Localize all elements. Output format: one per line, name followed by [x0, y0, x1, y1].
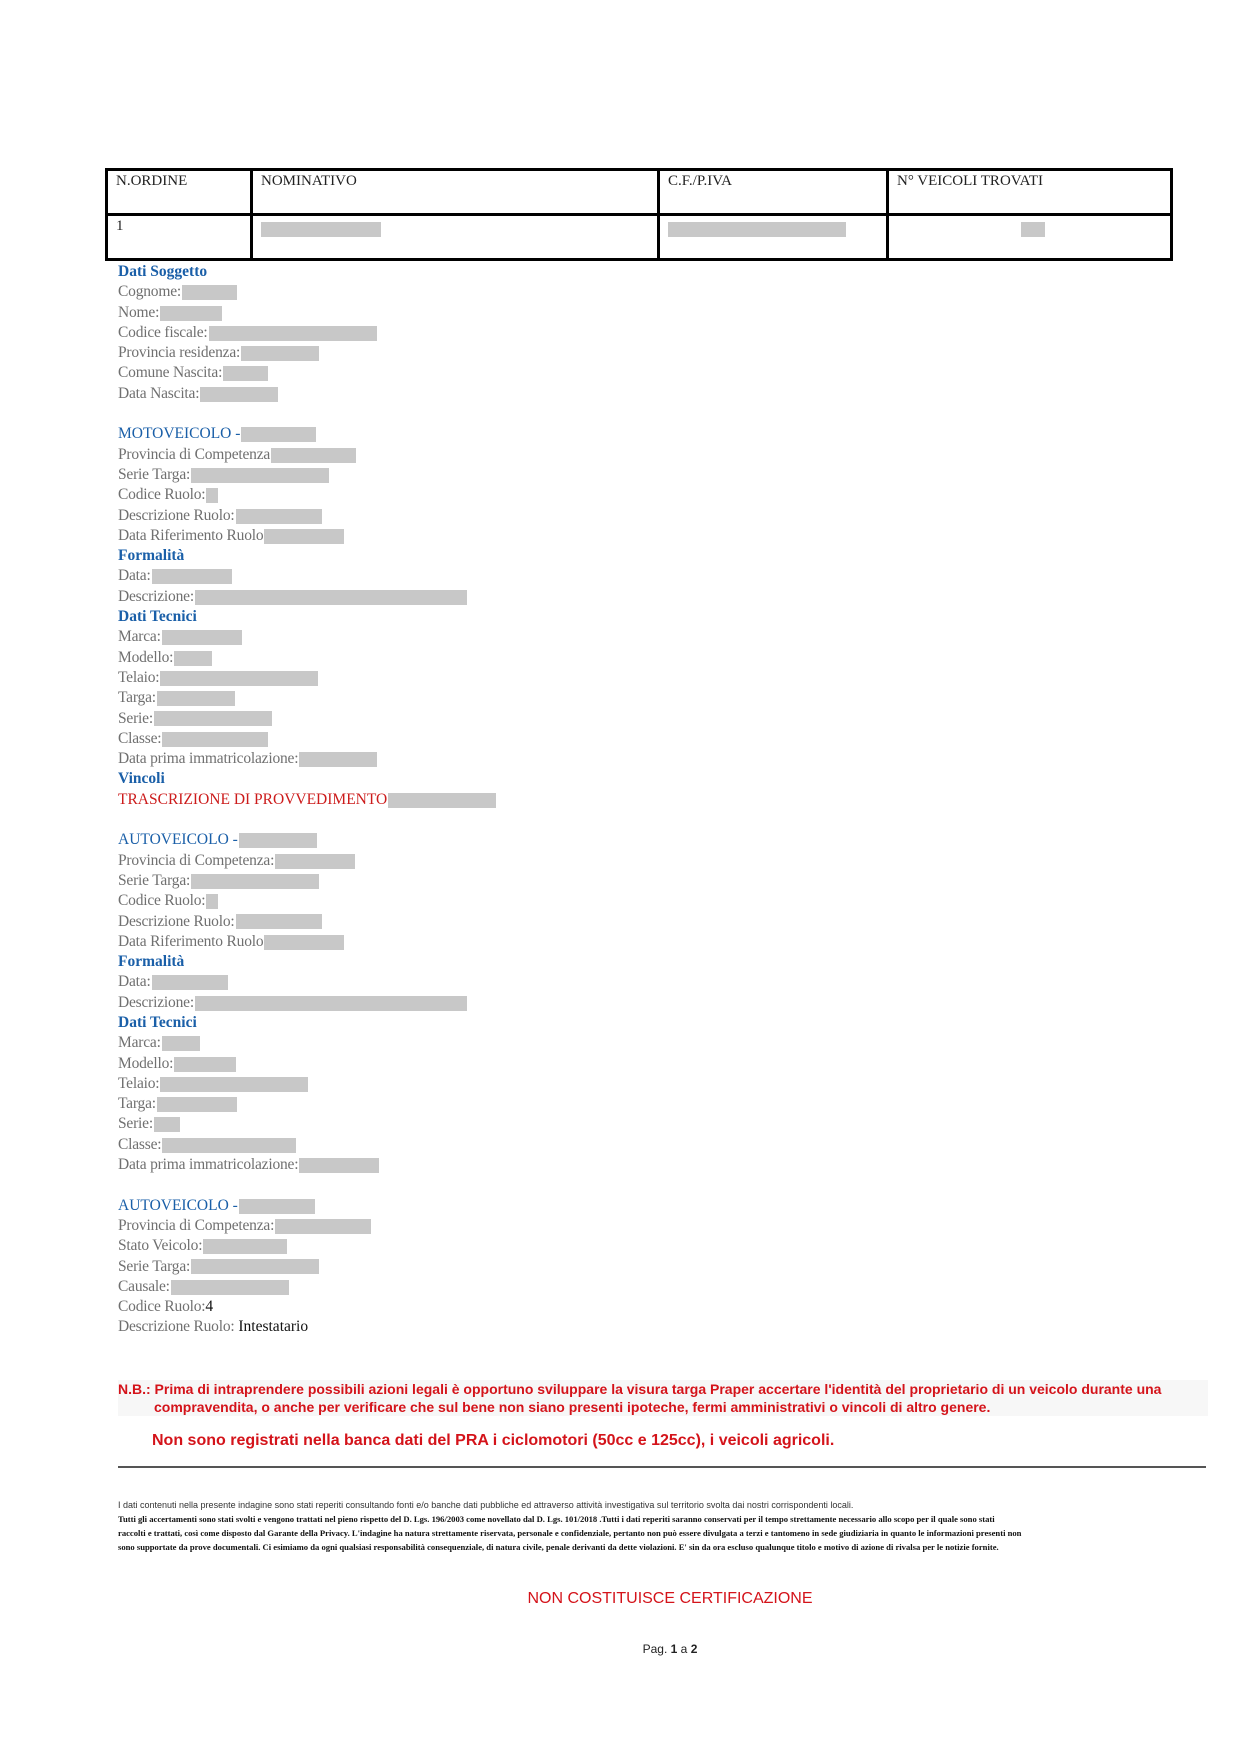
field-formalita-descrizione: Descrizione: [118, 587, 1118, 607]
redaction-block [209, 326, 377, 341]
field-codice-ruolo: Codice Ruolo: [118, 485, 1118, 505]
field-serie: Serie: [118, 709, 1118, 729]
redaction-block [200, 387, 278, 402]
table-header-row [107, 170, 1172, 215]
section-title-motoveicolo: MOTOVEICOLO - [118, 424, 1118, 444]
redaction-block [157, 1097, 237, 1112]
redaction-block [241, 346, 319, 361]
section-title-dati-tecnici: Dati Tecnici [118, 1013, 197, 1031]
nb-note [118, 1380, 1208, 1416]
field-marca: Marca: [118, 627, 1118, 647]
redaction-block [154, 711, 272, 726]
field-telaio: Telaio: [118, 668, 1118, 688]
redaction-block [195, 996, 467, 1011]
redaction-block [203, 1239, 287, 1254]
redaction-block [206, 894, 218, 909]
vincolo-trascrizione: TRASCRIZIONE DI PROVVEDIMENTO [118, 790, 1118, 810]
field-telaio: Telaio: [118, 1074, 1118, 1094]
field-modello: Modello: [118, 648, 1118, 668]
pagination: Pag. 1 a 2 [642, 1642, 698, 1656]
redaction-block [668, 222, 846, 237]
redaction-block [152, 569, 232, 584]
redaction-block [160, 671, 318, 686]
divider [118, 1466, 1206, 1468]
total-pages: 2 [690, 1642, 698, 1656]
redaction-block [261, 222, 381, 237]
redaction-block [191, 874, 319, 889]
pra-note: Non sono registrati nella banca dati del PRA i ciclomotori (50cc e 125cc), i veicoli agricoli. [152, 1432, 835, 1449]
redaction-block [162, 1138, 296, 1153]
cell-cf-piva [659, 215, 888, 260]
section-title-autoveicolo: AUTOVEICOLO - [118, 830, 1118, 850]
cell-nominativo [252, 215, 659, 260]
redaction-block [241, 427, 316, 442]
field-targa: Targa: [118, 688, 1118, 708]
field-comune-nascita: Comune Nascita: [118, 363, 1118, 383]
field-serie: Serie: [118, 1114, 1118, 1134]
field-provincia-competenza: Provincia di Competenza: [118, 851, 1118, 871]
redaction-block [195, 590, 467, 605]
field-cognome: Cognome: [118, 282, 1118, 302]
redaction-block [299, 1158, 379, 1173]
nb-line-2: compravendita, o anche per verificare che sul bene non siano presenti ipoteche, fermi amministrativi o vincoli di altro genere. [154, 1399, 991, 1415]
disclaimer [118, 1498, 1213, 1554]
redaction-block [299, 752, 377, 767]
redaction-block [162, 630, 242, 645]
redaction-block [239, 1199, 315, 1214]
summary-table [105, 168, 1173, 261]
nb-line-1: N.B.: Prima di intraprendere possibili azioni legali è opportuno sviluppare la visura targa Praper accertare l'identità del proprietario di un veicolo durante una [118, 1381, 1162, 1397]
redaction-block [264, 529, 344, 544]
field-provincia-competenza: Provincia di Competenza [118, 445, 1118, 465]
section-title-dati-tecnici: Dati Tecnici [118, 608, 197, 626]
redaction-block [239, 833, 317, 848]
redaction-block [162, 732, 268, 747]
field-serie-targa: Serie Targa: [118, 1257, 1118, 1277]
redaction-block [271, 448, 356, 463]
redaction-block [191, 468, 329, 483]
section-title-autoveicolo: AUTOVEICOLO - [118, 1196, 1118, 1216]
field-descrizione-ruolo: Descrizione Ruolo: Intestatario [118, 1318, 309, 1336]
cell-row-number: 1 [107, 215, 252, 260]
redaction-block [236, 509, 322, 524]
disclaimer-line-2: Tutti gli accertamenti sono stati svolti e vengono trattati nel pieno rispetto del D. Lgs. 196/2003 come novellato dal D. Lgs. 101/2018 .Tutti i dati reperiti saranno conservati per il tempo strettamente necessario allo scopo per il quale sono stati [118, 1514, 995, 1524]
field-data-immatricolazione: Data prima immatricolazione: [118, 749, 1118, 769]
field-data-immatricolazione: Data prima immatricolazione: [118, 1155, 1118, 1175]
redaction-block [157, 691, 235, 706]
field-codice-ruolo: Codice Ruolo: [118, 891, 1118, 911]
header-veicoli-trovati: N° VEICOLI TROVATI [888, 170, 1172, 215]
redaction-block [174, 1057, 236, 1072]
redaction-block [264, 935, 344, 950]
redaction-block [162, 1036, 200, 1051]
field-data-riferimento-ruolo: Data Riferimento Ruolo [118, 526, 1118, 546]
redaction-block [174, 651, 212, 666]
redaction-block [388, 793, 496, 808]
redaction-block [191, 1259, 319, 1274]
table-row [107, 215, 1172, 260]
field-modello: Modello: [118, 1054, 1118, 1074]
no-certification-notice: NON COSTITUISCE CERTIFICAZIONE [527, 1590, 813, 1607]
field-formalita-descrizione: Descrizione: [118, 993, 1118, 1013]
field-formalita-data: Data: [118, 972, 1118, 992]
redaction-block [160, 306, 222, 321]
field-targa: Targa: [118, 1094, 1118, 1114]
redaction-block [152, 975, 228, 990]
field-provincia-competenza: Provincia di Competenza: [118, 1216, 1118, 1236]
field-descrizione-ruolo: Descrizione Ruolo: [118, 912, 1118, 932]
cell-veicoli-count [888, 215, 1172, 260]
section-title-vincoli: Vincoli [118, 770, 165, 788]
field-causale: Causale: [118, 1277, 1118, 1297]
field-data-nascita: Data Nascita: [118, 384, 1118, 404]
section-title-soggetto: Dati Soggetto [118, 263, 208, 280]
section-title-formalita: Formalità [118, 953, 185, 971]
field-classe: Classe: [118, 729, 1118, 749]
redaction-block [154, 1117, 180, 1132]
field-serie-targa: Serie Targa: [118, 871, 1118, 891]
field-codice-ruolo: Codice Ruolo:4 [118, 1298, 214, 1316]
field-formalita-data: Data: [118, 566, 1118, 586]
disclaimer-line-1: I dati contenuti nella presente indagine sono stati reperiti consultando fonti e/o banche dati pubbliche ed attraverso attività investigativa sul territorio svolta dai nostri corrispondenti locali. [118, 1500, 854, 1510]
redaction-block [171, 1280, 289, 1295]
field-data-riferimento-ruolo: Data Riferimento Ruolo [118, 932, 1118, 952]
redaction-block [1021, 222, 1045, 237]
field-marca: Marca: [118, 1033, 1118, 1053]
report-body [118, 262, 1118, 1338]
redaction-block [236, 914, 322, 929]
current-page: 1 [670, 1642, 678, 1656]
redaction-block [275, 854, 355, 869]
field-nome: Nome: [118, 303, 1118, 323]
field-classe: Classe: [118, 1135, 1118, 1155]
redaction-block [275, 1219, 371, 1234]
header-n-ordine: N.ORDINE [107, 170, 252, 215]
header-cf-piva: C.F./P.IVA [659, 170, 888, 215]
disclaimer-line-4: sono supportate da prove documentali. Ci esimiamo da ogni qualsiasi responsabilità consequenziale, di natura civile, penale derivanti da dette violazioni. E' sin da ora escluso qualunque titolo e motivo di azione di rivalsa per le notizie fornite. [118, 1542, 999, 1552]
header-nominativo: NOMINATIVO [252, 170, 659, 215]
redaction-block [160, 1077, 308, 1092]
field-descrizione-ruolo: Descrizione Ruolo: [118, 506, 1118, 526]
field-serie-targa: Serie Targa: [118, 465, 1118, 485]
field-codice-fiscale: Codice fiscale: [118, 323, 1118, 343]
field-provincia-residenza: Provincia residenza: [118, 343, 1118, 363]
redaction-block [182, 285, 237, 300]
redaction-block [206, 488, 218, 503]
field-stato-veicolo: Stato Veicolo: [118, 1236, 1118, 1256]
section-title-formalita: Formalità [118, 547, 185, 565]
redaction-block [223, 366, 268, 381]
disclaimer-line-3: raccolti e trattati, così come disposto dal Garante della Privacy. L'indagine ha natura strettamente riservata, personale e confidenziale, pertanto non può essere divulgata a terzi e tantomeno in sede giudiziaria in quanto le informazioni presenti non [118, 1528, 1022, 1538]
